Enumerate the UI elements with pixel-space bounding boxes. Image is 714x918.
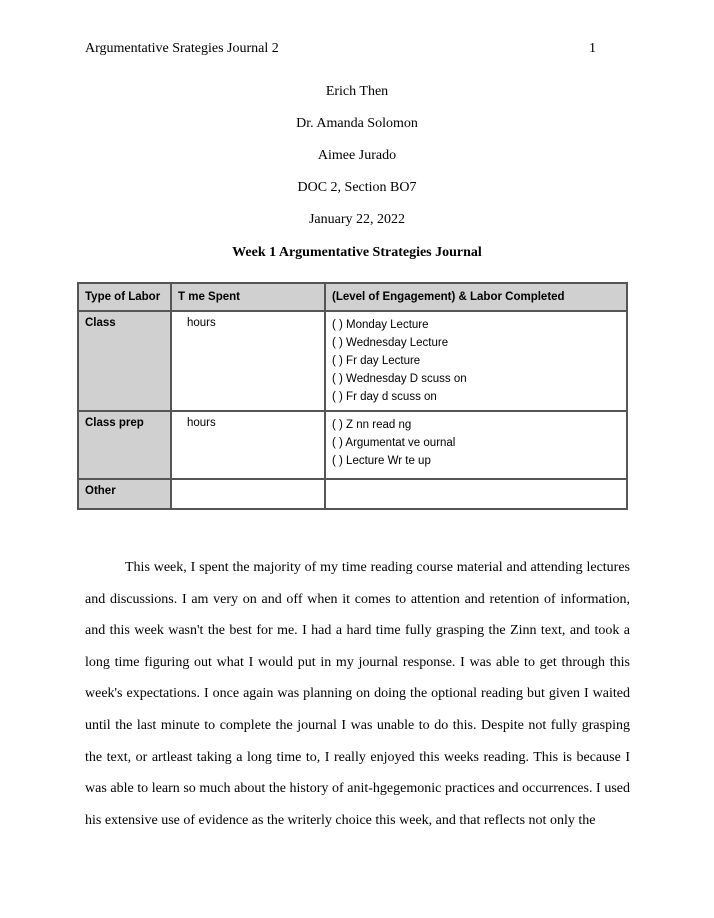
page-number: 1 xyxy=(589,41,596,56)
professor-name: Dr. Amanda Solomon xyxy=(296,116,418,131)
table-header-row xyxy=(78,283,627,311)
column-header-type: Type of Labor xyxy=(78,283,171,311)
time-spent-cell: hours xyxy=(171,411,325,479)
time-spent-cell: hours xyxy=(171,311,325,411)
labor-completed-cell xyxy=(325,311,627,411)
labor-type-cell: Other xyxy=(78,479,171,509)
labor-type-cell: Class xyxy=(78,311,171,411)
journal-body xyxy=(85,552,630,836)
list-item: ( ) Z nn read ng xyxy=(332,419,412,431)
document-date: January 22, 2022 xyxy=(308,212,406,227)
table-row xyxy=(78,411,627,479)
time-spent-cell xyxy=(171,479,325,509)
document-title: Week 1 Argumentative Strategies Journal xyxy=(232,245,482,260)
student-name: Erich Then xyxy=(325,84,389,99)
labor-completed-cell xyxy=(325,411,627,479)
labor-type-cell: Class prep xyxy=(78,411,171,479)
list-item: ( ) Fr day Lecture xyxy=(332,355,421,367)
list-item: ( ) Wednesday D scuss on xyxy=(332,373,467,385)
list-item: ( ) Argumentat ve ournal xyxy=(332,437,456,449)
table-row xyxy=(78,479,627,509)
list-item: ( ) Lecture Wr te up xyxy=(332,455,431,467)
ta-name: Aimee Jurado xyxy=(317,148,397,163)
list-item: ( ) Fr day d scuss on xyxy=(332,391,437,403)
journal-paragraph: This week, I spent the majority of my time reading course material and attending lectures and discussions. I am very on and off when it comes to attention and retention of information, and this week wasn't the best for me. I had a hard time fully grasping the Zinn text, and took a long time figuring out what I would put in my journal response. I was able to get through this week's expectations. I once again was planning on doing the optional reading but given I waited until the last minute to complete the journal I was unable to do this. Despite not fully grasping the text, or artleast taking a long time to, I really enjoyed this weeks reading. This is because I was able to learn so much about the history of anit-hgegemonic practices and occurrences. I used his extensive use of evidence as the writerly choice this week, and that reflects not only the xyxy=(85,560,630,828)
list-item: ( ) Wednesday Lecture xyxy=(332,337,449,349)
running-head: Argumentative Srategies Journal 2 xyxy=(85,41,279,56)
labor-completed-cell xyxy=(325,479,627,509)
course-section: DOC 2, Section BO7 xyxy=(297,180,417,195)
column-header-engagement: (Level of Engagement) & Labor Completed xyxy=(325,283,627,311)
table-row xyxy=(78,311,627,411)
list-item: ( ) Monday Lecture xyxy=(332,319,429,331)
labor-table xyxy=(77,282,628,510)
column-header-time: T me Spent xyxy=(171,283,325,311)
